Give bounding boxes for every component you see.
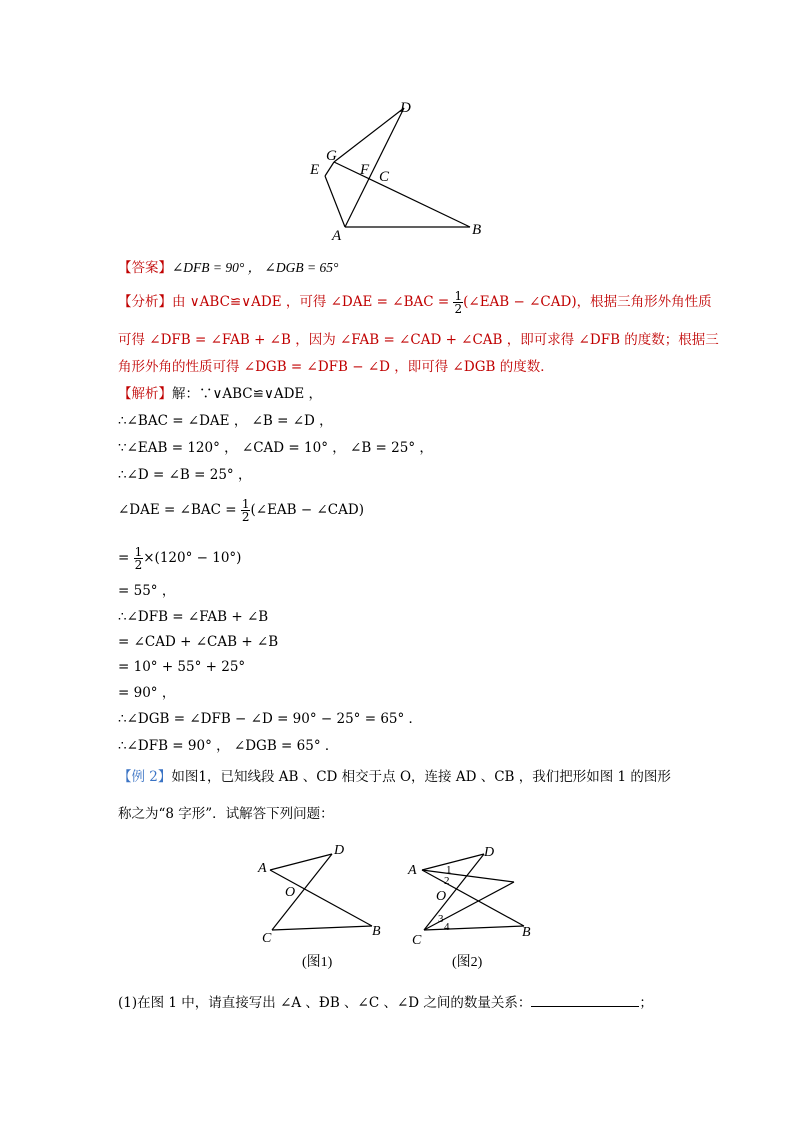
solution-l6-b: ×(120° − 10°) <box>143 550 242 566</box>
fig2-angle-2: 2 <box>444 875 450 887</box>
solution-line-10 <box>118 657 245 677</box>
fig2-label-o: O <box>436 889 447 904</box>
question-1-end: ； <box>639 995 653 1011</box>
fig1-label-c: C <box>262 931 272 946</box>
solution-line-4 <box>118 465 251 485</box>
solution-l3: ∵∠EAB = 120° ， ∠CAD = 10° ， ∠B = 25° ， <box>118 440 433 456</box>
solution-l1: 解：∵∨ABC≌∨ADE ， <box>172 386 323 402</box>
label-g: G <box>326 148 337 164</box>
figure-top-svg <box>300 96 500 246</box>
label-f: F <box>360 162 370 178</box>
segment-ad <box>345 108 404 227</box>
figure-2 <box>404 838 544 978</box>
solution-line-5 <box>118 498 364 523</box>
figure-2-svg <box>404 838 544 978</box>
solution-l6-fraction <box>134 546 144 571</box>
solution-line-12 <box>118 709 422 729</box>
segment-gb <box>334 162 470 227</box>
fig2-angle-1: 1 <box>446 864 452 876</box>
l6-numerator: 1 <box>134 545 143 559</box>
fig1-label-d: D <box>334 843 345 858</box>
solution-tag: 【解析】 <box>118 386 172 402</box>
fig2-label-c: C <box>412 933 422 948</box>
question-1-line <box>118 992 653 1013</box>
solution-l12: ∴∠DGB = ∠DFB − ∠D = 90° − 25° = 65° ． <box>118 711 423 727</box>
fig1-label-a: A <box>258 861 267 876</box>
label-a: A <box>332 228 342 244</box>
analysis-fraction <box>453 290 463 315</box>
fig1-segment-dc <box>272 854 332 930</box>
solution-line-1 <box>118 384 322 404</box>
solution-line-3 <box>118 438 433 458</box>
analysis-line2-text: 可得 ∠DFB = ∠FAB + ∠B ，因为 ∠FAB = ∠CAD + ∠CAB ，即可求得 ∠DFB 的度数；根据三 <box>118 332 719 348</box>
fig2-bisector-a <box>422 870 514 882</box>
question-1-text: (1)在图 1 中，请直接写出 ∠A 、ÐB 、∠C 、∠D 之间的数量关系： <box>118 995 532 1011</box>
solution-line-11 <box>118 683 175 703</box>
analysis-line3-text: 角形外角的性质可得 ∠DGB = ∠DFB − ∠D ，即可得 ∠DGB 的度数． <box>118 359 554 375</box>
segment-ae <box>325 176 345 227</box>
fig2-label-d: D <box>484 845 495 860</box>
fig2-label-b: B <box>522 925 531 940</box>
solution-line-7 <box>118 581 175 601</box>
analysis-tag: 【分析】 <box>118 294 172 310</box>
fig1-segment-cb <box>272 926 372 930</box>
answer-tag: 【答案】 <box>118 260 172 276</box>
solution-l2: ∴∠BAC = ∠DAE ， ∠B = ∠D ， <box>118 413 333 429</box>
analysis-line-3 <box>118 357 554 377</box>
fig2-segment-cb <box>424 926 524 930</box>
analysis-line1-b: (∠EAB − ∠CAD)，根据三角形外角性质 <box>463 294 712 310</box>
label-e: E <box>310 162 320 178</box>
solution-l11: = 90° ， <box>118 685 176 701</box>
example2-tag: 【例 2】 <box>118 769 172 785</box>
fraction-numerator: 1 <box>454 289 463 303</box>
solution-line-8 <box>118 607 268 627</box>
l5-numerator: 1 <box>241 497 250 511</box>
solution-l10: = 10° + 55° + 25° <box>118 659 246 675</box>
solution-line-6 <box>118 546 241 571</box>
solution-line-13 <box>118 736 338 756</box>
answer-text: ∠DFB = 90° ， ∠DGB = 65° <box>172 260 339 275</box>
solution-l5-b: (∠EAB − ∠CAD) <box>250 502 364 518</box>
example2-line2-text: 称之为“8 字形”．试解答下列问题： <box>118 806 334 822</box>
analysis-line-2 <box>118 330 719 350</box>
fig1-caption: (图1) <box>302 955 333 970</box>
label-b: B <box>472 222 482 238</box>
segment-eg <box>325 162 334 176</box>
fig2-angle-4: 4 <box>444 921 450 933</box>
l6-denominator: 2 <box>134 558 143 572</box>
analysis-line-1 <box>118 290 712 315</box>
fig1-label-o: O <box>285 885 296 900</box>
figure-1 <box>252 838 392 978</box>
figure-triangles-top <box>300 96 500 246</box>
fig2-label-a: A <box>408 863 417 878</box>
solution-l5-a: ∠DAE = ∠BAC = <box>118 502 241 518</box>
solution-l6-a: = <box>118 550 134 566</box>
solution-l13: ∴∠DFB = 90° ， ∠DGB = 65° ． <box>118 738 339 754</box>
answer-blank[interactable] <box>531 992 639 1007</box>
solution-l7: = 55° ， <box>118 583 176 599</box>
example2-line-2 <box>118 804 334 824</box>
solution-line-9 <box>118 632 278 652</box>
figure-1-svg <box>252 838 392 978</box>
example2-line1-text: 如图1，已知线段 AB 、CD 相交于点 O，连接 AD 、CB ，我们把形如图 1 的图形 <box>171 769 671 785</box>
fig1-label-b: B <box>372 924 381 939</box>
fig1-segment-ad <box>270 854 332 870</box>
solution-line-2 <box>118 411 333 431</box>
fig2-segment-ad <box>422 854 484 870</box>
fig2-angle-3: 3 <box>438 913 444 925</box>
analysis-line1-a: 由 ∨ABC≌∨ADE ，可得 ∠DAE = ∠BAC = <box>172 294 454 310</box>
label-c: C <box>379 169 390 185</box>
solution-l8: ∴∠DFB = ∠FAB + ∠B <box>118 609 269 625</box>
example2-line-1 <box>118 767 671 787</box>
fig2-caption: (图2) <box>452 955 483 970</box>
answer-line <box>118 258 338 278</box>
fig2-segment-dc <box>424 854 484 930</box>
solution-l9: = ∠CAD + ∠CAB + ∠B <box>118 634 279 650</box>
segment-gd <box>334 108 404 162</box>
fraction-denominator: 2 <box>454 302 463 316</box>
l5-denominator: 2 <box>241 510 250 524</box>
solution-l4: ∴∠D = ∠B = 25° ， <box>118 467 252 483</box>
label-d: D <box>400 100 411 116</box>
